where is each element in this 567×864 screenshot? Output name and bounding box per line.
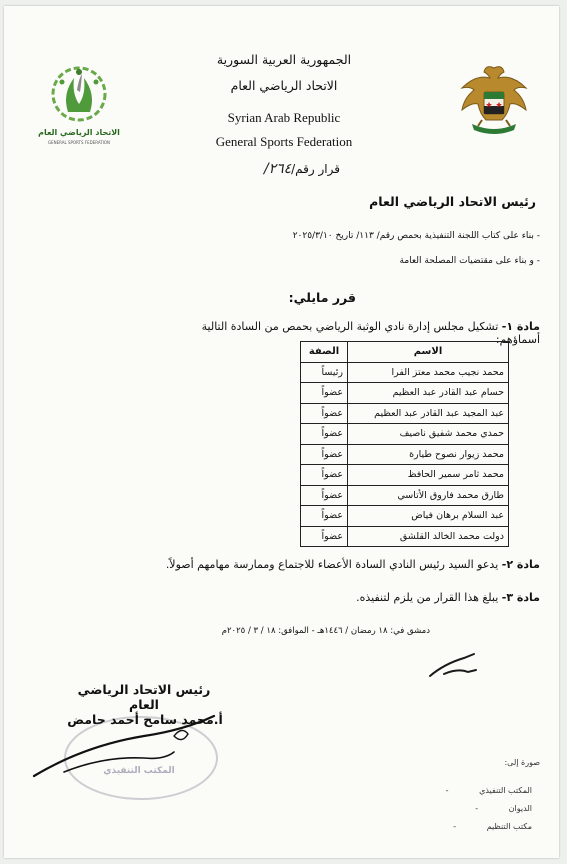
stamp-text: المكتب التنفيذي xyxy=(103,766,175,776)
members-table xyxy=(300,341,509,547)
member-name: عبد المجيد عبد القادر عبد العظيم xyxy=(348,403,509,424)
member-role: عضواً xyxy=(301,383,348,404)
table-row xyxy=(301,444,509,465)
member-role: عضواً xyxy=(301,465,348,486)
copies-label: صورة إلى: xyxy=(504,758,540,767)
member-name: عبد السلام برهان فياض xyxy=(348,506,509,527)
member-role: عضواً xyxy=(301,403,348,424)
member-role: عضواً xyxy=(301,424,348,445)
table-row xyxy=(301,485,509,506)
copies-item: المكتب التنفيذي - xyxy=(445,786,532,795)
member-name: دولت محمد الخالد القلشق xyxy=(348,526,509,547)
document-page xyxy=(4,6,559,858)
copies-item-label: مكتب التنظيم xyxy=(486,822,532,831)
article-1-label: مادة ١- xyxy=(501,320,540,333)
header-federation-ar: الاتحاد الرياضي العام xyxy=(230,78,338,93)
coat-of-arms xyxy=(456,58,532,142)
member-name: طارق محمد فاروق الأتاسي xyxy=(348,485,509,506)
article-3-label: مادة ٣- xyxy=(501,591,540,604)
table-row xyxy=(301,465,509,486)
article-1-text: تشكيل مجلس إدارة نادي الوثبة الرياضي بحمص من السادة التالية أسماؤهم: xyxy=(201,320,540,346)
eagle-emblem-icon xyxy=(456,58,532,142)
signature-title: رئيس الاتحاد الرياضي العام xyxy=(77,682,211,712)
header-country-ar: الجمهورية العربية السورية xyxy=(216,52,352,67)
header-federation-en: General Sports Federation xyxy=(215,134,353,149)
member-name: حمدي محمد شفيق ناصيف xyxy=(348,424,509,445)
decides-heading: قرر مايلي: xyxy=(288,290,356,305)
member-name: حسام عبد القادر عبد العظيم xyxy=(348,383,509,404)
column-header-role: الصفة xyxy=(301,342,348,363)
article-2-label: مادة ٢- xyxy=(501,558,540,571)
article-2-text: يدعو السيد رئيس النادي السادة الأعضاء للاجتماع وممارسة مهامهم أصولاً. xyxy=(165,558,499,571)
column-header-name: الاسم xyxy=(348,342,509,363)
table-row xyxy=(301,362,509,383)
copies-item-label: المكتب التنفيذي xyxy=(479,786,532,795)
preamble-reference: - بناء على كتاب اللجنة التنفيذية بحمص رقم/ ١١٣/ تاريخ ٢٠٢٥/٣/١٠ xyxy=(292,231,540,241)
decision-number: ٢٦٤/ xyxy=(263,161,292,177)
logo-english-text: GENERAL SPORTS FEDERATION xyxy=(47,140,111,145)
member-name: محمد ثامر سمير الحافظ xyxy=(348,465,509,486)
member-name: محمد نجيب محمد معتز الفرا xyxy=(348,362,509,383)
table-row xyxy=(301,383,509,404)
member-role: رئيساً xyxy=(301,362,348,383)
table-row xyxy=(301,526,509,547)
table-row xyxy=(301,506,509,527)
copies-item: الديوان - xyxy=(475,804,532,813)
signature-name: أ.محمد سامح أحمد حامض xyxy=(67,712,223,727)
member-role: عضواً xyxy=(301,444,348,465)
logo-arabic-text: الاتحاد الرياضي العام xyxy=(38,128,120,137)
federation-logo xyxy=(38,60,120,150)
preamble-public-interest: - و بناء على مقتضيات المصلحة العامة xyxy=(399,256,540,266)
issuer-title: رئيس الاتحاد الرياضي العام xyxy=(369,194,536,209)
article-3 xyxy=(264,591,540,604)
header-country-en: Syrian Arab Republic xyxy=(227,110,341,125)
article-2 xyxy=(154,558,540,571)
decision-number-line xyxy=(230,158,340,177)
initial-mark-icon xyxy=(424,646,484,686)
copies-item-label: الديوان xyxy=(508,804,532,813)
table-header-row xyxy=(301,342,509,363)
date-line: دمشق في: ١٨ رمضان / ١٤٤٦هـ - الموافق: ١٨ / ٣ / ٢٠٢٥م xyxy=(221,626,430,636)
member-role: عضواً xyxy=(301,506,348,527)
decision-label: قرار رقم/ xyxy=(291,162,340,176)
member-role: عضواً xyxy=(301,485,348,506)
member-name: محمد زيوار نصوح طيارة xyxy=(348,444,509,465)
table-row xyxy=(301,424,509,445)
article-3-text: يبلغ هذا القرار من يلزم لتنفيذه. xyxy=(356,591,499,604)
federation-emblem-icon xyxy=(44,60,114,130)
signature-icon xyxy=(24,696,224,786)
copies-item: مكتب التنظيم - xyxy=(453,822,532,831)
member-role: عضواً xyxy=(301,526,348,547)
table-row xyxy=(301,403,509,424)
